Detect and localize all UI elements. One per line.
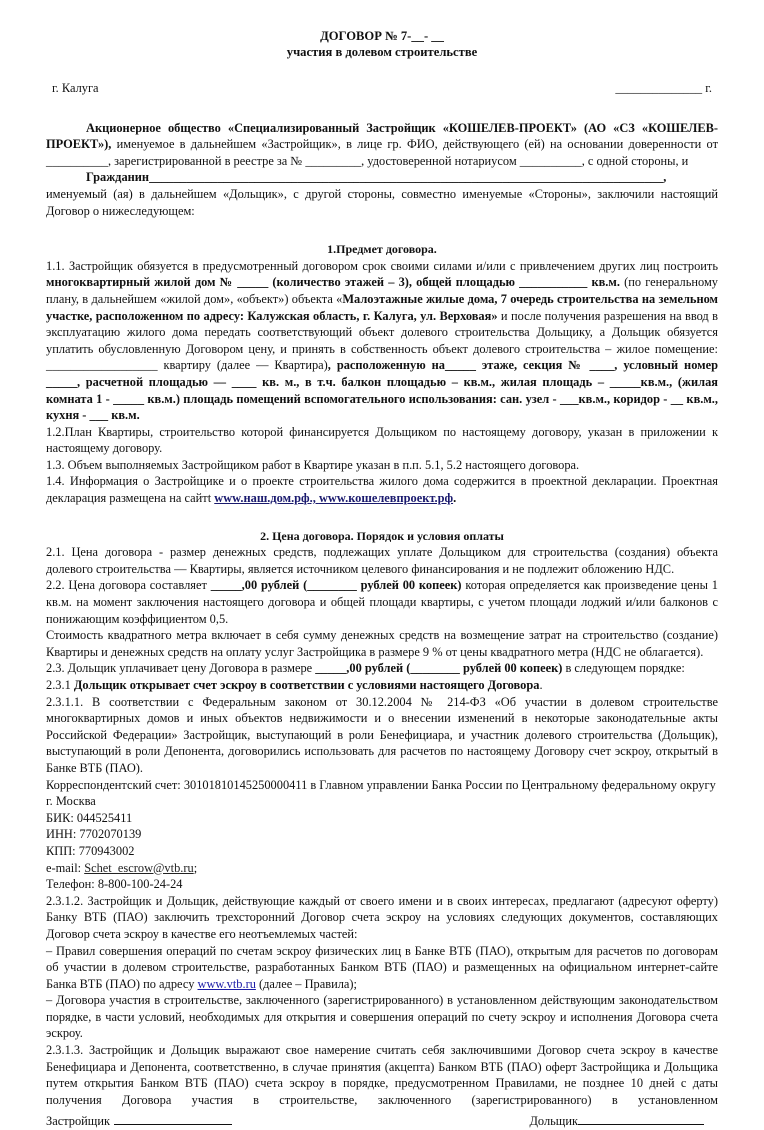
bank-phone: Телефон: 8-800-100-24-24 bbox=[46, 877, 183, 892]
shareholder-signature-line bbox=[578, 1112, 704, 1125]
bank-email: e-mail: Schet_escrow@vtb.ru; bbox=[46, 860, 198, 875]
clause-1-4: 1.4. Информация о Застройщике и о проекте строительства жилого дома содержится в проектной декларации. Проектная декларация размещена на сайтt www.наш.дом.рф., www.кошелевпроект.рф. bbox=[46, 474, 718, 506]
bullet-contract: – Договора участия в строительстве, заключенного (зарегистрированного) в установленном действующим законодательством порядке, в части условий, необходимых для открытия и совершения операций по счету эскроу и исполнения Договора счета эскроу. bbox=[46, 993, 718, 1041]
developer-signature-line bbox=[114, 1112, 232, 1125]
citizen-blank: ___________________________________________________________________________________, bbox=[149, 170, 667, 185]
intro-parties: именуемый (ая) в дальнейшем «Дольщик», с другой стороны, совместно именуемые «Стороны», заключили настоящий Договор о нижеследующем: bbox=[46, 186, 718, 218]
developer-name: Акционерное общество «Специализированный Застройщик «КОШЕЛЕВ-ПРОЕКТ» (АО «СЗ «КОШЕЛЕВ-ПРОЕКТ»), bbox=[46, 120, 718, 152]
clause-2-2: 2.2. Цена договора составляет _____,00 рублей (________ рублей 00 копеек) которая определяется как произведение цены 1 кв.м. на момент заключения настоящего договора и общей площади квартиры, с учетом площади лоджий и/или балконов с понижающим коэффициентом 0,5. bbox=[46, 578, 718, 626]
clause-1-2: 1.2.План Квартиры, строительство которой финансируется Дольщиком по настоящему договору, указан в приложении к настоящему договору. bbox=[46, 424, 718, 456]
developer-signature: Застройщик bbox=[46, 1112, 232, 1130]
bank-corr-account: Корреспондентский счет: 30101810145250000411 в Главном управлении Банка России по Центральному федеральному округу г. Москва bbox=[46, 777, 716, 809]
city: г. Калуга bbox=[52, 81, 99, 95]
signature-row bbox=[46, 1112, 718, 1130]
intro-citizen bbox=[46, 169, 718, 186]
link-koshelev-proekt[interactable]: www.кошелевпроект.рф bbox=[318, 491, 454, 506]
city-date-row bbox=[46, 80, 718, 97]
date-blank: ______________ г. bbox=[615, 81, 712, 95]
bank-bik: БИК: 044525411 bbox=[46, 810, 133, 825]
clause-2-3: 2.3. Дольщик уплачивает цену Договора в размере _____,00 рублей (________ рублей 00 копеек) в следующем порядке: bbox=[46, 661, 685, 676]
clause-1-1: 1.1. Застройщик обязуется в предусмотренный договором срок своими силами и/или с привлечением других лиц построить многоквартирный жилой дом № _____ (количество этажей – 3), общей площадью ___________ кв.м. (по генеральному плану, в дальнейшем «жилой дом», «объект») объекта «Малоэтажные жилые дома, 7 очередь строительства на земельном участке, расположенном по адресу: Калужская область, г. Калуга, ул. Верховая» и после получения разрешения на ввод в эксплуатацию жилого дома передать соответствующий объект долевого строительства Дольщику, а Дольщик обязуется уплатить обусловленную Договором цену, и принять в собственность объект долевого строительства – жилое помещение: __________________ квартиру (далее — Квартира), расположенную на_____ этаже, секция № ____, условный номер _____, расчетной площадью — ____ кв. м., в т.ч. балкон площадью – кв.м., жилая площадь – _____кв.м., (жилая комната 1 - _____ кв.м.) площадь помещений вспомогательного использования: сан. узел - ___кв.м., коридор - __ кв.м., кухня - ___ кв.м. bbox=[46, 258, 719, 423]
shareholder-signature: Дольщик bbox=[529, 1112, 704, 1130]
contract-page bbox=[0, 28, 764, 1130]
section-2-heading: 2. Цена договора. Порядок и условия оплаты bbox=[260, 528, 504, 543]
clause-1-3: 1.3. Объем выполняемых Застройщиком работ в Квартире указан в п.п. 5.1, 5.2 настоящего договора. bbox=[46, 457, 580, 472]
intro-developer: Акционерное общество «Специализированный Застройщик «КОШЕЛЕВ-ПРОЕКТ» (АО «СЗ «КОШЕЛЕВ-ПРОЕКТ»), именуемое в дальнейшем «Застройщик», в лице гр. ФИО, действующего (ей) на основании доверенности от __________, зарегистрированной в реестре за № _________, удостоверенной нотариусом __________, с одной стороны, и bbox=[46, 120, 718, 168]
section-1-heading: 1.Предмет договора. bbox=[327, 242, 437, 257]
bank-inn: ИНН: 7702070139 bbox=[46, 827, 142, 842]
link-vtb[interactable]: www.vtb.ru bbox=[197, 976, 256, 991]
document-subtitle: участия в долевом строительстве bbox=[286, 45, 478, 59]
bank-kpp: КПП: 770943002 bbox=[46, 843, 135, 858]
clause-2-3-1: 2.3.1 Дольщик открывает счет эскроу в соответствии с условиями настоящего Договора. bbox=[46, 678, 543, 692]
citizen-label: Гражданин bbox=[86, 170, 150, 185]
clause-2-1: 2.1. Цена договора - размер денежных средств, подлежащих уплате Дольщиком для строительства (создания) объекта долевого строительства — Квартиры, является источником целевого финансирования и не подлежит обложению НДС. bbox=[46, 545, 718, 576]
bullet-rules: – Правил совершения операций по счетам эскроу физических лиц в Банке ВТБ (ПАО), открытым для расчетов по договорам об участии в долевом строительстве, разработанных Банком ВТБ (ПАО) и размещенных на официальном интернет-сайте Банка ВТБ (ПАО) по адресу www.vtb.ru (далее – Правила); bbox=[46, 943, 718, 991]
link-nash-dom[interactable]: www.наш.дом.рф bbox=[214, 491, 310, 506]
clause-2-3-1-1: 2.3.1.1. В соответствии с Федеральным законом от 30.12.2004 № 214-ФЗ «Об участии в долевом строительстве многоквартирных домов и иных объектов недвижимости и о внесении изменений в некоторые законодательные акты Российской Федерации» Застройщик, выступающий в роли Бенефициара, и участник долевого строительства (Дольщик), выступающий в роли Депонента, договорились использовать для расчетов по настоящему Договору счет эскроу, открытый в Банке ВТБ (ПАО). bbox=[46, 694, 718, 775]
email-link[interactable]: Schet_escrow@vtb.ru bbox=[84, 860, 194, 875]
clause-2-3-1-3: 2.3.1.3. Застройщик и Дольщик выражают свое намерение считать себя заключившими Договор счета эскроу в качестве Бенефициара и Депонента, соответственно, в случае принятия (акцепта) Банком ВТБ (ПАО) оферт Застройщика и Дольщика путем открытия Банком ВТБ (ПАО) счета эскроу в порядке, предусмотренном Правилами, не позднее 10 дней с даты получения Договора участия в строительстве, заключенного (зарегистрированного) в установленном bbox=[46, 1043, 718, 1107]
document-title: ДОГОВОР № 7-__- __ bbox=[320, 29, 444, 43]
clause-2-3-1-2: 2.3.1.2. Застройщик и Дольщик, действующие каждый от своего имени и в своих интересах, предлагают (адресуют оферту) Банку ВТБ (ПАО) заключить трехсторонний Договор счета эскроу на условиях следующих документов, составляющих Договор счета эскроу в качестве его неотъемлемых частей: bbox=[46, 893, 718, 941]
clause-2-cost: Стоимость квадратного метра включает в себя сумму денежных средств на возмещение затрат на строительство (создание) Квартиры и денежных средств на оплату услуг Застройщика в размере 9 % от цены квадратного метра (НДС не облагается). bbox=[46, 628, 718, 659]
